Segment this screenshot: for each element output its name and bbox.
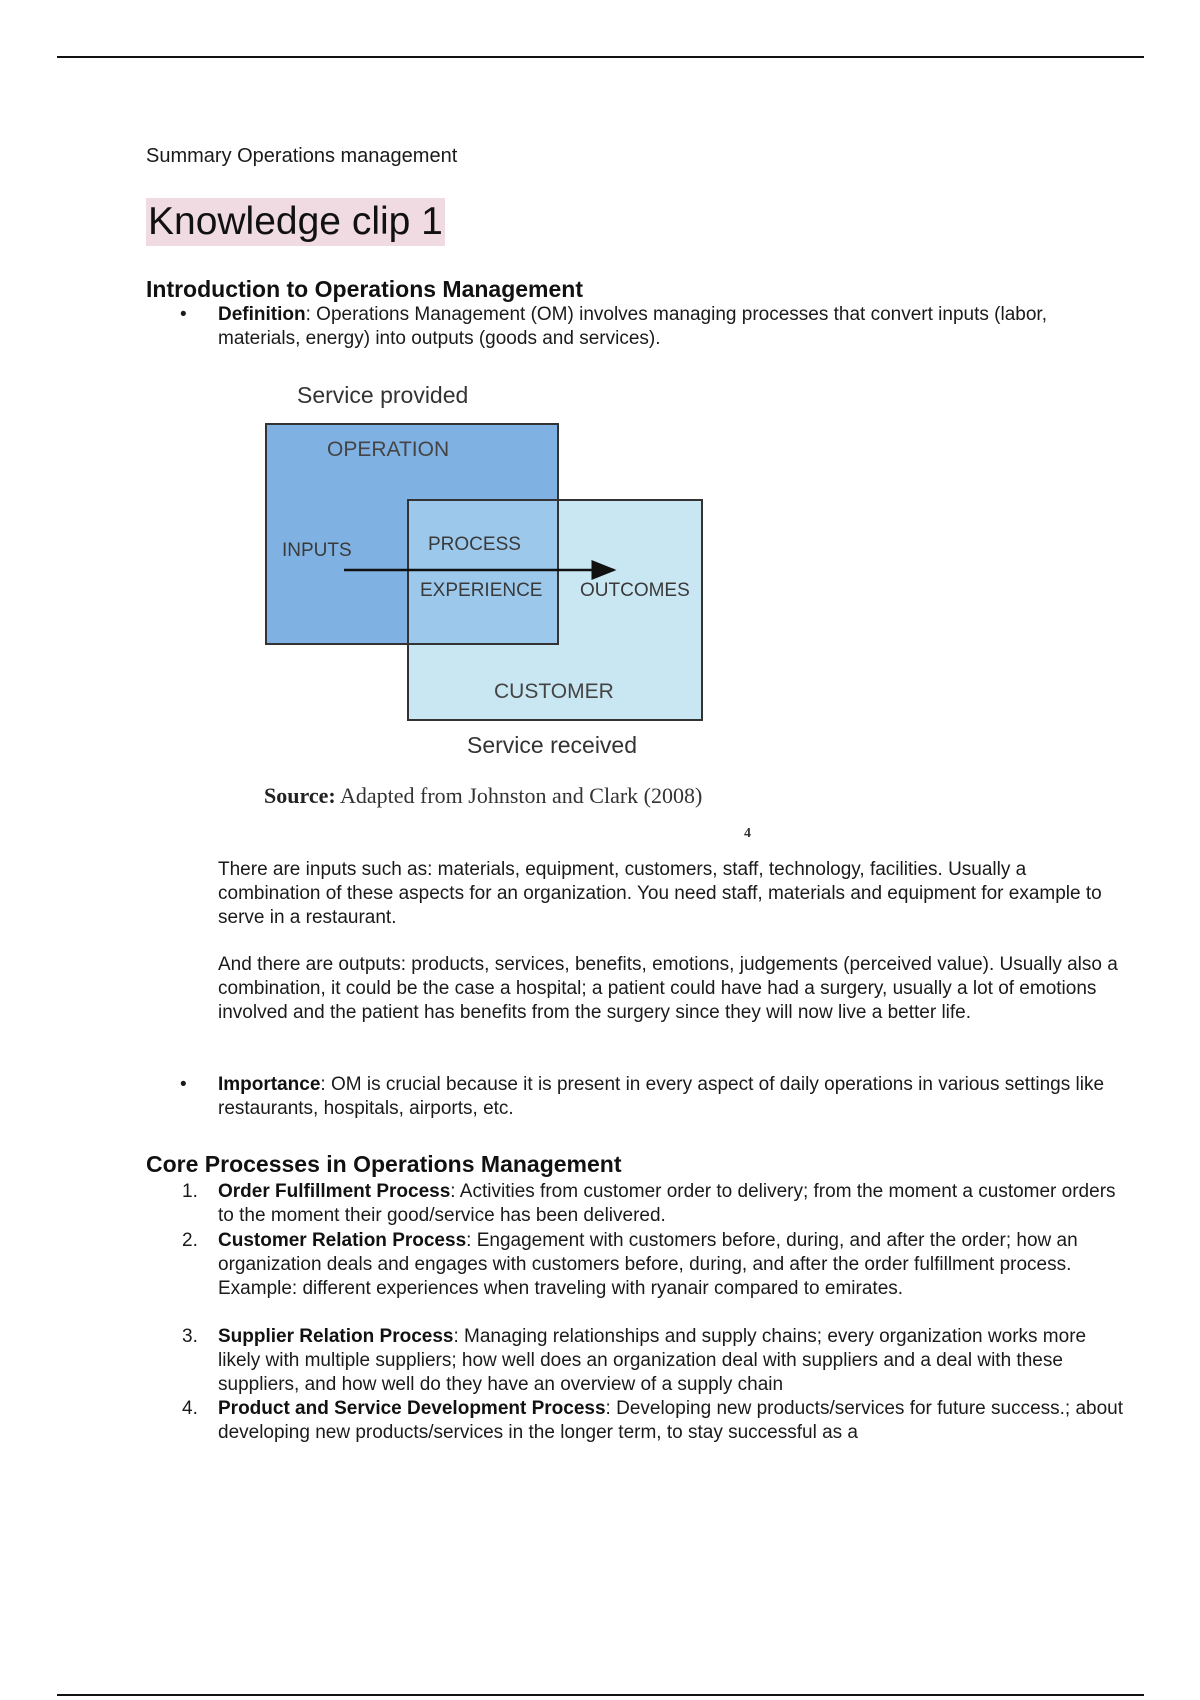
footer-rule — [57, 1694, 1144, 1696]
service-provided-label: Service provided — [297, 382, 469, 408]
page-number: 4 — [744, 826, 751, 841]
list-item-text: : Developing new products/services for future success.; about developing new products/services in the longer term, to stay successful as a — [218, 1398, 1124, 1443]
list-item-label: Customer Relation Process — [218, 1230, 467, 1251]
list-item — [218, 1397, 1128, 1445]
diagram-source — [264, 783, 702, 809]
inputs-label: INPUTS — [282, 540, 352, 561]
customer-label: CUSTOMER — [494, 680, 614, 703]
service-received-label: Service received — [467, 732, 638, 758]
overlap-area — [408, 500, 558, 644]
experience-label: EXPERIENCE — [420, 580, 543, 601]
source-label: Source: — [264, 783, 336, 808]
list-item-number: 1. — [182, 1181, 198, 1202]
outputs-paragraph: And there are outputs: products, services, benefits, emotions, judgements (perceived value). Usually also a combination, it could be the case a hospital; a patient could have had a surgery, usually a lot of emotions involved and the patient has benefits from the surgery since they will now live a better life. — [218, 954, 1118, 1023]
knowledge-clip-heading: Knowledge clip 1 — [146, 198, 445, 246]
list-item — [218, 1180, 1128, 1228]
list-item-label: Product and Service Development Process — [218, 1398, 606, 1419]
document-title: Summary Operations management — [146, 145, 458, 167]
intro-heading: Introduction to Operations Management — [146, 276, 584, 302]
operation-label: OPERATION — [327, 438, 450, 461]
bullet-icon: • — [180, 1074, 187, 1095]
list-item-label: Supplier Relation Process — [218, 1326, 454, 1347]
list-item-text: : Activities from customer order to delivery; from the moment a customer orders to the moment their good/service has been delivered. — [218, 1181, 1116, 1226]
list-item-text: : Engagement with customers before, during, and after the order; how an organization deals and engages with customers before, during, and after the order fulfillment process. Example: different experiences when traveling with ryanair compared to emirates. — [218, 1230, 1078, 1299]
importance-paragraph — [218, 1073, 1128, 1121]
list-item-number: 3. — [182, 1326, 198, 1347]
outcomes-label: OUTCOMES — [580, 580, 690, 601]
definition-label: Definition — [218, 304, 306, 325]
header-rule — [57, 56, 1144, 58]
list-item-label: Order Fulfillment Process — [218, 1181, 451, 1202]
list-item-number: 2. — [182, 1230, 198, 1251]
core-processes-heading: Core Processes in Operations Management — [146, 1151, 622, 1177]
source-text: Adapted from Johnston and Clark (2008) — [335, 783, 703, 808]
list-item-text: : Managing relationships and supply chains; every organization works more likely with multiple suppliers; how well does an organization deal with suppliers and a deal with these suppliers, and how well do they have an overview of a supply chain — [218, 1326, 1087, 1395]
list-item-number: 4. — [182, 1398, 198, 1419]
definition-paragraph — [218, 303, 1128, 351]
importance-text: : OM is crucial because it is present in every aspect of daily operations in various settings like restaurants, hospitals, airports, etc. — [218, 1074, 1105, 1119]
definition-text: : Operations Management (OM) involves managing processes that convert inputs (labor, materials, energy) into outputs (goods and services). — [218, 304, 1047, 349]
list-item — [218, 1229, 1128, 1301]
process-label: PROCESS — [428, 534, 521, 555]
list-item — [218, 1325, 1128, 1397]
operations-diagram — [252, 378, 772, 818]
inputs-paragraph: There are inputs such as: materials, equipment, customers, staff, technology, facilities. Usually a combination of these aspects for an organization. You need staff, materials and equipment for example to serve in a restaurant. — [218, 859, 1102, 928]
bullet-icon: • — [180, 304, 187, 325]
importance-label: Importance — [218, 1074, 321, 1095]
